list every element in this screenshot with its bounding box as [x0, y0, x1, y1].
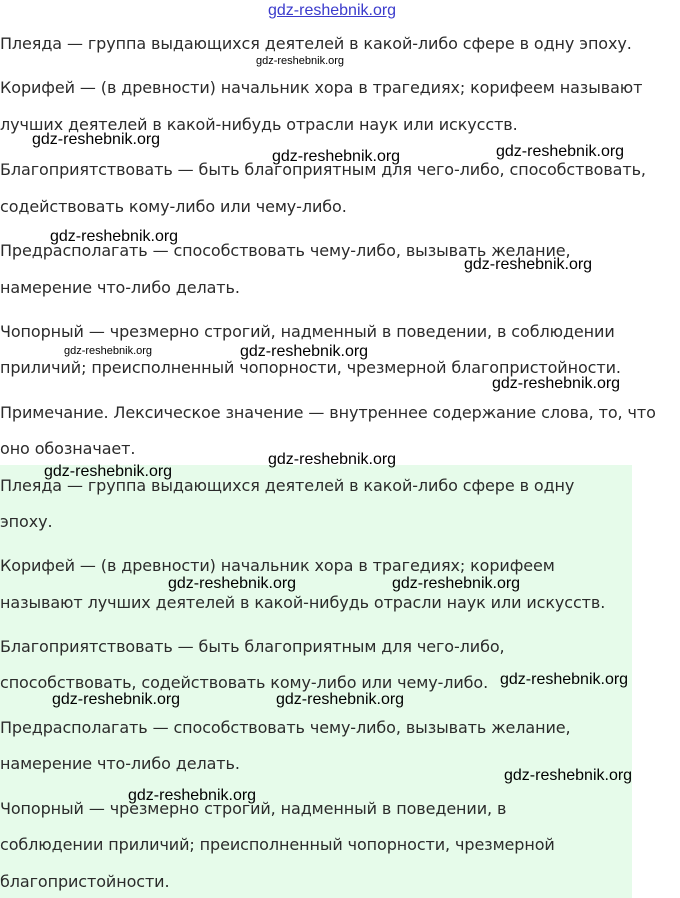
watermark: gdz-reshebnik.org	[272, 148, 401, 165]
watermark: gdz-reshebnik.org	[504, 767, 633, 784]
watermark: gdz-reshebnik.org	[128, 787, 257, 804]
answer-line-3: Корифей — (в древности) начальник хора в трагедиях; корифеем	[0, 556, 555, 575]
answer-line-5: Благоприятствовать — быть благоприятным для чего-либо,	[0, 637, 505, 656]
text-line-2: Корифей — (в древности) начальник хора в трагедиях; корифеем называют	[0, 78, 643, 97]
text-line-9: приличий; преисполненный чопорности, чрезмерной благопристойности.	[0, 358, 621, 377]
watermark: gdz-reshebnik.org	[276, 691, 405, 708]
text-line-5: содействовать кому-либо или чему-либо.	[0, 197, 347, 216]
text-line-11: оно обозначает.	[0, 439, 136, 458]
watermark: gdz-reshebnik.org	[32, 131, 161, 148]
site-link[interactable]: gdz-reshebnik.org	[268, 2, 397, 19]
watermark: gdz-reshebnik.org	[256, 55, 345, 67]
text-line-3: лучших деятелей в какой-нибудь отрасли наук или искусств.	[0, 115, 518, 134]
answer-line-7: Предрасполагать — способствовать чему-либо, вызывать желание,	[0, 718, 571, 737]
answer-line-11: благопристойности.	[0, 872, 170, 891]
answer-line-10: соблюдении приличий; преисполненный чопорности, чрезмерной	[0, 835, 555, 854]
answer-line-6: способствовать, содействовать кому-либо или чему-либо.	[0, 673, 489, 692]
watermark: gdz-reshebnik.org	[64, 345, 153, 357]
text-line-1: Плеяда — группа выдающихся деятелей в какой-либо сфере в одну эпоху.	[0, 34, 632, 53]
answer-line-8: намерение что-либо делать.	[0, 754, 240, 773]
text-line-6: Предрасполагать — способствовать чему-либо, вызывать желание,	[0, 241, 571, 260]
text-line-8: Чопорный — чрезмерно строгий, надменный в поведении, в соблюдении	[0, 322, 615, 341]
answer-line-1: Плеяда — группа выдающихся деятелей в какой-либо сфере в одну	[0, 476, 575, 495]
watermark: gdz-reshebnik.org	[500, 671, 629, 688]
watermark: gdz-reshebnik.org	[268, 451, 397, 468]
watermark: gdz-reshebnik.org	[50, 228, 179, 245]
answer-line-2: эпоху.	[0, 512, 53, 531]
watermark: gdz-reshebnik.org	[392, 575, 521, 592]
watermark: gdz-reshebnik.org	[464, 256, 593, 273]
watermark: gdz-reshebnik.org	[44, 463, 173, 480]
watermark: gdz-reshebnik.org	[52, 691, 181, 708]
watermark: gdz-reshebnik.org	[168, 575, 297, 592]
watermark: gdz-reshebnik.org	[496, 143, 625, 160]
text-line-4: Благоприятствовать — быть благоприятным для чего-либо, способствовать,	[0, 160, 646, 179]
answer-line-9: Чопорный — чрезмерно строгий, надменный в поведении, в	[0, 799, 507, 818]
watermark: gdz-reshebnik.org	[492, 375, 621, 392]
answer-line-4: называют лучших деятелей в какой-нибудь отрасли наук или искусств.	[0, 593, 606, 612]
watermark: gdz-reshebnik.org	[240, 343, 369, 360]
text-line-10: Примечание. Лексическое значение — внутреннее содержание слова, то, что	[0, 403, 656, 422]
text-line-7: намерение что-либо делать.	[0, 278, 240, 297]
